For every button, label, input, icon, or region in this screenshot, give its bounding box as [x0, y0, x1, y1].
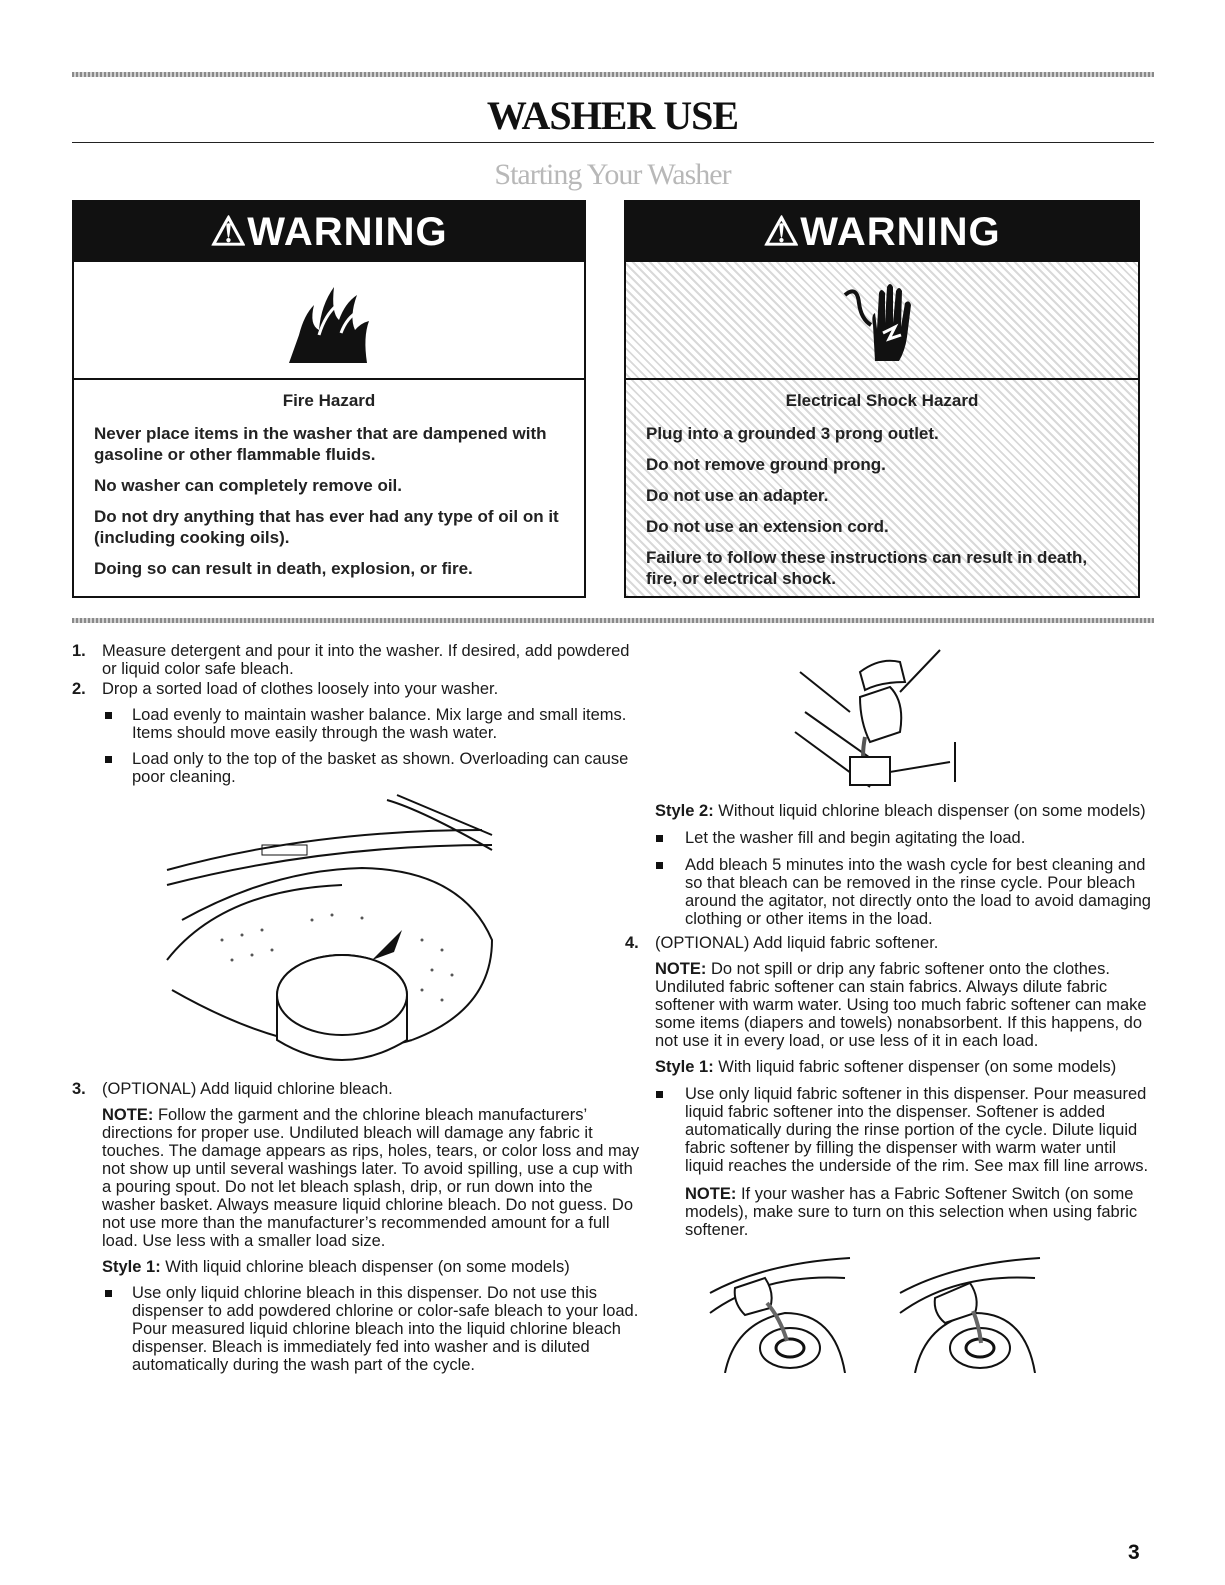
warning-line: Do not use an adapter.: [646, 486, 829, 505]
note-text: Follow the garment and the chlorine bleach manufacturers’ directions for proper use. Undiluted bleach will damage any fabric it touches. The damage appears as rips, holes, tears, or color loss and may not show up until several washings later. To avoid spilling, use a cup with a pouring spout. Do not let bleach splash, drip, or run down into the washer basket. Always measure liquid chlorine bleach. Do not guess. Do not use more than the manufacturer’s recommended amount for a full load. Use less with a smaller load size.: [102, 1106, 640, 1250]
style-text: With liquid chlorine bleach dispenser (on some models): [165, 1258, 570, 1276]
warning-line: Failure to follow these instructions can result in death, fire, or electrical shock.: [646, 548, 1088, 588]
electric-shock-icon: [626, 262, 1138, 380]
warning-banner: ⚠WARNING: [626, 202, 1138, 262]
step-text: (OPTIONAL) Add liquid chlorine bleach.: [102, 1080, 393, 1098]
top-dotted-rule: [72, 72, 1154, 77]
note-label: NOTE:: [102, 1106, 154, 1124]
step-text: Drop a sorted load of clothes loosely into your washer.: [102, 680, 499, 698]
style-text: With liquid fabric softener dispenser (on some models): [718, 1058, 1117, 1076]
note-text: Do not spill or drip any fabric softener onto the clothes. Undiluted fabric softener can stain fabrics. Always dilute fabric softener with warm water. Using too much fabric softener can make some items (diapers and towels) nonabsorbent. If this happens, do not use it in every load, or use less of it in each load.: [655, 960, 1147, 1050]
list-item: Let the washer fill and begin agitating the load.: [650, 829, 1155, 847]
left-column: [72, 642, 644, 1374]
step-text: Measure detergent and pour it into the washer. If desired, add powdered or liquid color safe bleach.: [102, 642, 630, 678]
page-title: WASHER USE: [486, 93, 739, 138]
step-2: [72, 680, 644, 698]
warning-line: Plug into a grounded 3 prong outlet.: [646, 424, 939, 443]
note-text: If your washer has a Fabric Softener Switch (on some models), make sure to turn on this selection when using fabric softener.: [685, 1185, 1138, 1239]
warning-line: Do not remove ground prong.: [646, 455, 886, 474]
note-paragraph: [650, 960, 1155, 1050]
fire-warning-box: [72, 200, 586, 598]
list-item: Add bleach 5 minutes into the wash cycle for best cleaning and so that bleach can be removed in the rinse cycle. Pour bleach around the agitator, not directly onto the load to avoid damaging clothing or other items in the load.: [650, 856, 1155, 928]
electrical-warning-box: [624, 200, 1140, 598]
style-text: Without liquid chlorine bleach dispenser (on some models): [718, 802, 1146, 820]
warning-banner: ⚠WARNING: [74, 202, 584, 262]
section-title: Starting Your Washer: [494, 158, 731, 191]
note-paragraph: [650, 1185, 1155, 1239]
step-text: (OPTIONAL) Add liquid fabric softener.: [655, 934, 939, 952]
note-label: NOTE:: [685, 1185, 737, 1203]
page-number: 3: [1128, 1541, 1140, 1564]
softener-pour-illustration-1: [705, 1253, 855, 1373]
warning-line: Do not dry anything that has ever had any type of oil on it (including cooking oils).: [94, 507, 559, 547]
style-paragraph: [650, 1058, 1155, 1076]
step-3: [72, 1080, 644, 1098]
list-item: Use only liquid fabric softener in this dispenser. Pour measured liquid fabric softener into the dispenser. Softener is added automatically during the rinse portion of the cycle. Dilute liquid fabric softener by filling the dispenser with warm water until liquid reaches the underside of the rim. See max fill line arrows.: [650, 1085, 1155, 1175]
softener-pour-illustration-2: [895, 1253, 1045, 1373]
step-number: 1.: [72, 642, 86, 660]
note-label: NOTE:: [655, 960, 707, 978]
mid-dotted-rule: [72, 618, 1154, 623]
hazard-title: Electrical Shock Hazard: [785, 391, 979, 410]
step-4: [625, 934, 1155, 952]
bleach-pour-illustration: [650, 642, 1155, 800]
softener-dispenser-illustrations: [650, 1253, 1155, 1373]
right-column: [625, 642, 1155, 1373]
list-item: Load only to the top of the basket as shown. Overloading can cause poor cleaning.: [72, 750, 644, 786]
warning-line: Do not use an extension cord.: [646, 517, 889, 536]
style-label: Style 1:: [102, 1258, 161, 1276]
step-number: 3.: [72, 1080, 86, 1098]
note-paragraph: [72, 1106, 644, 1250]
step-number: 2.: [72, 680, 86, 698]
style-label: Style 2:: [655, 802, 714, 820]
style-paragraph: [650, 802, 1155, 820]
list-item: Load evenly to maintain washer balance. Mix large and small items. Items should move easily through the wash water.: [72, 706, 644, 742]
style-paragraph: [72, 1258, 644, 1276]
list-item: Use only liquid chlorine bleach in this dispenser. Do not use this dispenser to add powdered chlorine or color-safe bleach to your load. Pour measured liquid chlorine bleach into the liquid chlorine bleach dispenser. Bleach is immediately fed into washer and is diluted automatically during the wash part of the cycle.: [72, 1284, 644, 1374]
warning-line: Never place items in the washer that are dampened with gasoline or other flammable fluids.: [94, 424, 547, 464]
warning-line: Doing so can result in death, explosion, or fire.: [94, 559, 473, 578]
step-1: [72, 642, 644, 678]
fire-icon: [74, 262, 584, 380]
step-number: 4.: [625, 934, 639, 952]
hazard-title: Fire Hazard: [282, 391, 376, 410]
title-rule: [72, 142, 1154, 143]
washer-basket-illustration: [72, 790, 644, 1080]
style-label: Style 1:: [655, 1058, 714, 1076]
warning-line: No washer can completely remove oil.: [94, 476, 403, 495]
